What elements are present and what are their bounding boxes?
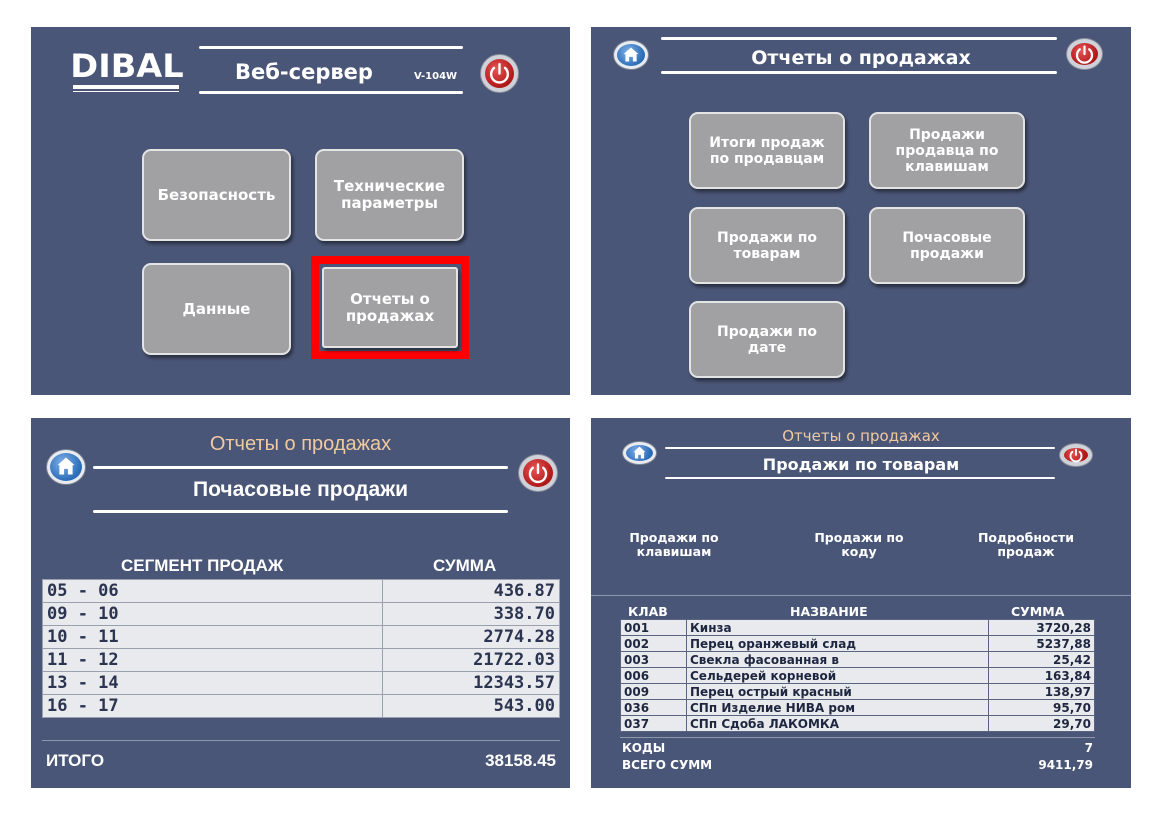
name-cell: Перец оранжевый слад <box>687 636 989 652</box>
key-cell: 002 <box>621 636 687 652</box>
key-cell: 001 <box>621 620 687 636</box>
name-cell: СПп Изделие НИВА ром <box>687 700 989 716</box>
products-table <box>620 619 1095 732</box>
segment-cell: 13 - 14 <box>43 672 383 695</box>
dibal-logo: DIBAL <box>70 47 184 85</box>
total-label: ИТОГО <box>46 751 105 770</box>
table-row <box>621 636 1095 652</box>
hourly-sales-button[interactable]: Почасовые продажи <box>869 207 1025 284</box>
table-row <box>621 620 1095 636</box>
logo-underline <box>73 85 179 89</box>
sum-cell: 12343.57 <box>383 672 560 695</box>
table-row <box>621 652 1095 668</box>
codes-label: КОДЫ <box>622 741 666 755</box>
table-row <box>621 716 1095 732</box>
power-icon <box>1060 444 1092 466</box>
table-row <box>621 700 1095 716</box>
total-divider <box>620 737 1095 738</box>
segment-cell: 10 - 11 <box>43 626 383 649</box>
table-row <box>43 649 560 672</box>
link-sales-by-keys[interactable]: Продажи по клавишам <box>629 530 719 559</box>
title-bottom-line <box>93 510 508 513</box>
sum-cell: 2774.28 <box>383 626 560 649</box>
section-divider <box>591 595 1131 596</box>
key-cell: 003 <box>621 652 687 668</box>
power-icon <box>481 55 518 92</box>
security-button[interactable]: Безопасность <box>142 149 291 241</box>
total-value: 9411,79 <box>1038 758 1093 772</box>
title-top-line <box>93 466 508 469</box>
page-title: Почасовые продажи <box>192 478 408 501</box>
title-top-line <box>665 447 1055 449</box>
sales-by-date-button[interactable]: Продажи по дате <box>689 301 845 378</box>
column-header-sum: СУММА <box>1011 604 1065 619</box>
column-header-sum: СУММА <box>433 556 497 575</box>
power-button[interactable] <box>480 54 519 93</box>
name-cell: Свекла фасованная в <box>687 652 989 668</box>
segment-cell: 09 - 10 <box>43 603 383 626</box>
sum-cell: 29,70 <box>989 716 1095 732</box>
hourly-sales-table <box>42 579 560 718</box>
column-header-name: НАЗВАНИЕ <box>790 604 868 619</box>
title-top-line <box>199 46 463 49</box>
table-row <box>621 668 1095 684</box>
name-cell: Сельдерей корневой <box>687 668 989 684</box>
sum-cell: 21722.03 <box>383 649 560 672</box>
segment-cell: 11 - 12 <box>43 649 383 672</box>
data-button[interactable]: Данные <box>142 263 291 355</box>
version-label: V-104W <box>414 71 458 82</box>
title-bottom-line <box>661 71 1057 74</box>
total-value: 38158.45 <box>485 751 556 770</box>
sum-cell: 543.00 <box>383 695 560 718</box>
sum-cell: 338.70 <box>383 603 560 626</box>
power-icon <box>1067 39 1102 69</box>
total-divider <box>42 740 560 741</box>
key-cell: 036 <box>621 700 687 716</box>
name-cell: СПп Сдоба ЛАКОМКА <box>687 716 989 732</box>
table-row <box>621 684 1095 700</box>
key-cell: 006 <box>621 668 687 684</box>
title-bottom-line <box>199 91 463 94</box>
seller-sales-by-keys-button[interactable]: Продажи продавца по клавишам <box>869 112 1025 189</box>
table-row <box>43 672 560 695</box>
sum-cell: 163,84 <box>989 668 1095 684</box>
power-button[interactable] <box>1059 443 1093 467</box>
name-cell: Перец острый красный <box>687 684 989 700</box>
logo-rule <box>73 91 179 92</box>
breadcrumb: Отчеты о продажах <box>209 433 392 455</box>
main-menu-panel <box>31 27 570 395</box>
hourly-sales-panel <box>31 418 570 788</box>
power-button[interactable] <box>518 454 558 492</box>
sum-cell: 3720,28 <box>989 620 1095 636</box>
page-title: Продажи по товарам <box>762 455 960 474</box>
breadcrumb: Отчеты о продажах <box>782 427 940 445</box>
total-label: ВСЕГО СУММ <box>622 758 713 772</box>
power-button[interactable] <box>1066 38 1103 70</box>
column-header-key: КЛАВ <box>628 604 668 619</box>
table-row <box>43 626 560 649</box>
page-title: Отчеты о продажах <box>751 47 971 69</box>
sales-by-seller-button[interactable]: Итоги продаж по продавцам <box>689 112 845 189</box>
page-title: Веб-сервер <box>235 60 373 84</box>
sum-cell: 138,97 <box>989 684 1095 700</box>
title-top-line <box>661 37 1057 40</box>
sales-by-products-panel <box>591 418 1131 788</box>
column-header-segment: СЕГМЕНТ ПРОДАЖ <box>121 556 284 575</box>
segment-cell: 16 - 17 <box>43 695 383 718</box>
segment-cell: 05 - 06 <box>43 580 383 603</box>
table-row <box>43 603 560 626</box>
title-bottom-line <box>665 477 1055 479</box>
key-cell: 009 <box>621 684 687 700</box>
sales-by-products-button[interactable]: Продажи по товарам <box>689 207 845 284</box>
sum-cell: 25,42 <box>989 652 1095 668</box>
power-icon <box>519 455 557 491</box>
table-row <box>43 695 560 718</box>
sum-cell: 95,70 <box>989 700 1095 716</box>
technical-parameters-button[interactable]: Технические параметры <box>315 149 464 241</box>
table-row <box>43 580 560 603</box>
name-cell: Кинза <box>687 620 989 636</box>
sum-cell: 436.87 <box>383 580 560 603</box>
codes-value: 7 <box>1084 741 1093 755</box>
sales-reports-button[interactable]: Отчеты о продажах <box>322 267 458 348</box>
sales-reports-panel <box>591 27 1131 395</box>
link-sales-by-code[interactable]: Продажи по коду <box>814 530 904 559</box>
key-cell: 037 <box>621 716 687 732</box>
link-sales-details[interactable]: Подробности продаж <box>977 530 1075 559</box>
sum-cell: 5237,88 <box>989 636 1095 652</box>
